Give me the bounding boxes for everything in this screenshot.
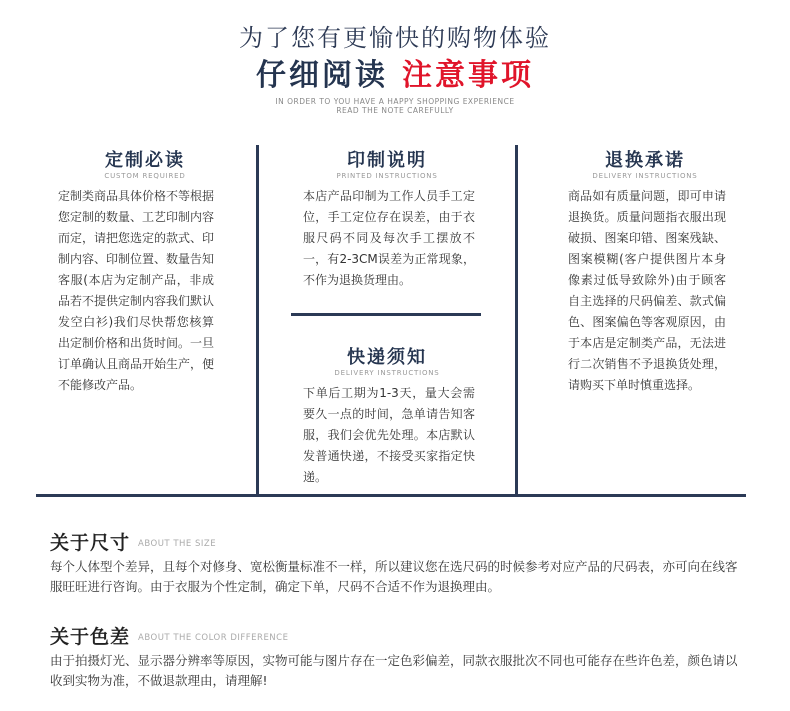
title-part-read: 仔细阅读 <box>256 58 388 93</box>
print-body: 本店产品印制为工作人员手工定位，手工定位存在误差，由于衣服尺码不同及每次手工摆放不一，有2-3CM误差为正常现象，不作为退换货理由。 <box>303 189 475 287</box>
color-en: ABOUT THE COLOR DIFFERENCE <box>138 632 289 643</box>
title-part-notice: 注意事项 <box>402 58 534 93</box>
return-body: 商品如有质量问题，即可申请退换货。质量问题指衣服出现破损、图案印错、图案残缺、图案模糊(客户提供图片本身像素过低导致除外)由于顾客自主选择的尺码偏差、款式偏色、图案偏色等客观原因，由于本店是定制类产品，无法进行二次销售不予退换货处理，请购买下单时慎重选择。 <box>568 189 726 392</box>
column-divider-left <box>256 145 259 495</box>
print-title: 印制说明 <box>347 150 427 171</box>
custom-en: CUSTOM REQUIRED <box>104 172 186 180</box>
size-body: 每个人体型个差异，且每个对修身、宽松衡量标准不一样，所以建议您在选尺码的时候参考对应产品的尺码表，亦可向在线客服旺旺进行咨询。由于衣服为个性定制，确定下单，尺码不合适不作为退换理由。 <box>50 559 738 594</box>
size-section-heading <box>50 528 750 555</box>
size-en: ABOUT THE SIZE <box>138 538 217 549</box>
delivery-body: 下单后工期为1-3天，量大会需要久一点的时间，急单请告知客服，我们会优先处理。本店默认发普通快递，不接受买家指定快递。 <box>303 386 475 484</box>
color-section-heading <box>50 622 750 649</box>
header-subtitle: 为了您有更愉快的购物体验 <box>239 24 551 52</box>
header-en-line1: IN ORDER TO YOU HAVE A HAPPY SHOPPING EXPERIENCE <box>275 97 515 106</box>
custom-title: 定制必读 <box>105 150 185 171</box>
size-title: 关于尺寸 <box>50 532 131 554</box>
middle-divider <box>291 313 481 316</box>
return-title: 退换承诺 <box>605 150 685 171</box>
custom-body: 定制类商品具体价格不等根据您定制的数量、工艺印制内容而定，请把您选定的款式、印制内容、印制位置、数量告知客服(本店为定制产品，非成品若不提供定制内容我们默认发空白衫)我们尽快帮您核算出定制价格和出货时间。一旦订单确认且商品开始生产，便不能修改产品。 <box>58 189 215 392</box>
color-title: 关于色差 <box>50 626 131 648</box>
print-en: PRINTED INSTRUCTIONS <box>336 172 438 180</box>
color-body: 由于拍摄灯光、显示器分辨率等原因，实物可能与图片存在一定色彩偏差，同款衣服批次不同也可能存在些许色差，颜色请以收到实物为准，不做退款理由，请理解! <box>50 653 738 688</box>
return-en: DELIVERY INSTRUCTIONS <box>592 172 698 180</box>
delivery-title: 快递须知 <box>347 347 427 368</box>
column-divider-right <box>515 145 518 495</box>
delivery-en: DELIVERY INSTRUCTIONS <box>334 369 440 377</box>
header-en-line2: READ THE NOTE CAREFULLY <box>336 106 454 115</box>
page-title <box>0 50 790 94</box>
columns-bottom-divider <box>36 494 746 497</box>
